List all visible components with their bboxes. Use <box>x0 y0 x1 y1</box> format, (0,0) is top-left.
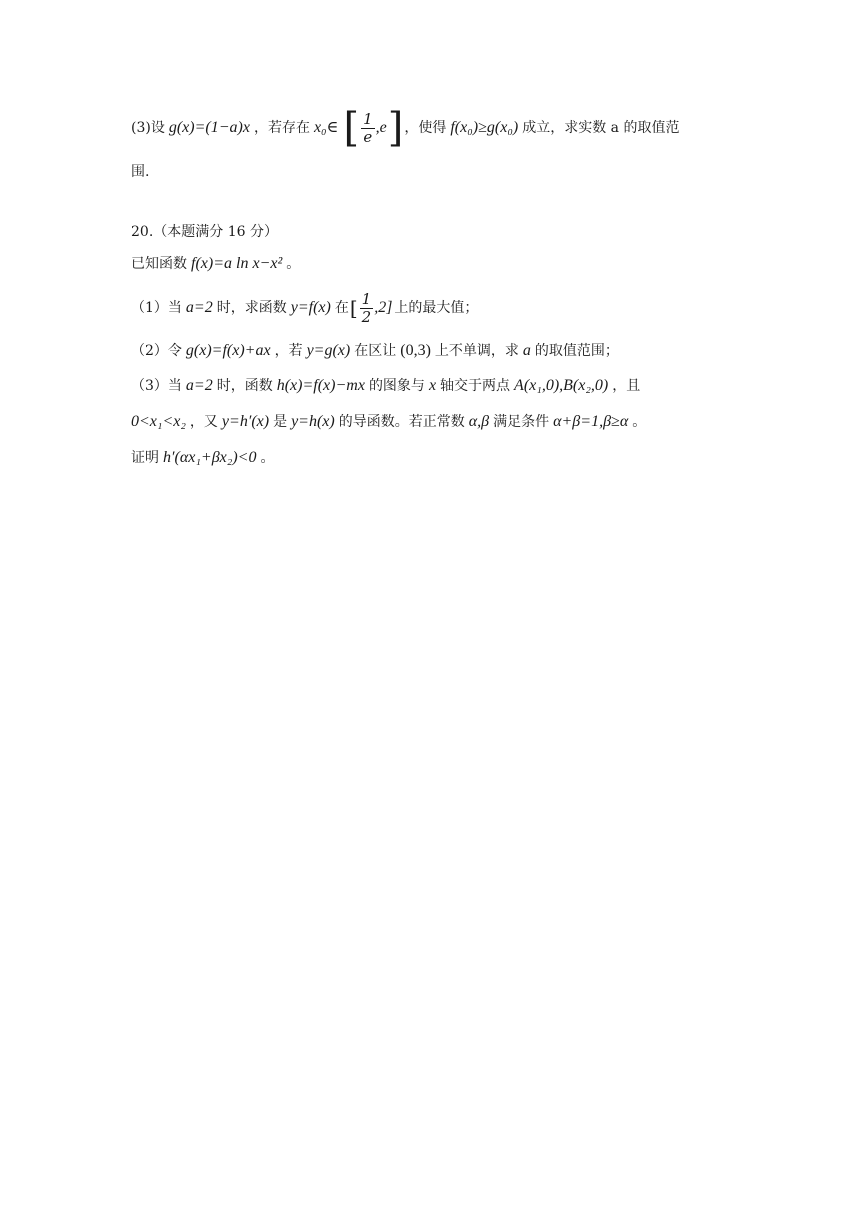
q20-function-def: f(x)=a ln x−x² <box>191 255 283 272</box>
q20-p1-label: （1）当 <box>131 300 182 316</box>
q20-p3-text-fn: 时，函数 <box>216 378 273 394</box>
q20-p2-g-def: g(x)=f(x)+ax <box>185 342 271 359</box>
q20-p3-line2-end: 。 <box>632 414 647 430</box>
q20-p3-x: x <box>428 377 437 394</box>
q20-p1-fraction-half <box>360 291 374 325</box>
q20-heading <box>131 225 278 239</box>
q20-p3-line3-end: 。 <box>260 450 275 466</box>
q20-p3-ordering: 0<x₁<x₂ <box>131 413 186 430</box>
q20-part2 <box>131 343 619 359</box>
q20-p1-interval-end: ,2] <box>374 299 393 316</box>
q20-p1-y-equals: y=f(x) <box>290 299 331 316</box>
right-bracket: ] <box>387 105 404 151</box>
q20-p3-points: A(x₁,0),B(x₂,0) <box>514 377 609 394</box>
q20-part3-line3 <box>131 450 274 466</box>
q19-text-such-that: ，使得 <box>404 120 447 136</box>
q20-p2-text-if: ，若 <box>274 343 303 359</box>
q19-x0-in: x₀∈ <box>313 119 339 136</box>
q19-fraction-1-over-e <box>361 111 375 145</box>
fraction-numerator: 1 <box>363 110 373 128</box>
q20-part3-line2 <box>131 414 646 430</box>
q19-interval-e: ,e <box>375 119 387 136</box>
q20-intro-text: 已知函数 <box>131 256 187 272</box>
q20-p2-text-in: 在区让 <box>354 343 397 359</box>
q20-p3-h-def: h(x)=f(x)−mx <box>276 377 365 394</box>
q20-p3-claim: h′(αx₁+βx₂)<0 <box>163 449 257 466</box>
q20-p3-y-h: y=h(x) <box>291 413 335 430</box>
q19-text-holds: 成立，求实数 a 的取值范 <box>522 120 680 136</box>
left-bracket: [ <box>349 296 358 320</box>
q20-intro <box>131 256 300 272</box>
q20-p3-condition: α+β=1,β≥α <box>553 413 629 430</box>
q20-p3-derivative: y=h′(x) <box>221 413 270 430</box>
fraction-numerator: 1 <box>361 290 372 308</box>
q19-part3-label: (3)设 <box>131 120 165 136</box>
q20-p3-text-graph: 的图象与 <box>368 378 425 394</box>
q20-p2-a: a <box>522 342 531 359</box>
fraction-denominator: e <box>363 127 373 146</box>
q20-p1-text-on: 在 <box>334 300 349 316</box>
q20-p3-text-is: 是 <box>273 414 288 430</box>
q20-p2-text-mono: 上不单调，求 <box>434 343 519 359</box>
q20-p2-tail: 的取值范围； <box>534 343 619 359</box>
q20-part3-line1 <box>131 378 640 394</box>
q20-p3-text-condition: 满足条件 <box>493 414 550 430</box>
q20-p2-interval: (0,3) <box>400 342 431 359</box>
q20-p1-a-equals: a=2 <box>185 299 213 316</box>
q20-part1 <box>131 291 478 325</box>
q20-p2-y-equals: y=g(x) <box>306 342 351 359</box>
q19-inequality: f(x₀)≥g(x₀) <box>450 119 519 136</box>
q20-p3-a-equals: a=2 <box>185 377 213 394</box>
left-bracket: [ <box>343 105 360 151</box>
q19-text-wrap: 围. <box>131 164 150 180</box>
q20-intro-end: 。 <box>286 256 301 272</box>
q20-p3-text-positive: 的导函数。若正常数 <box>338 414 465 430</box>
q19-g-definition: g(x)=(1−a)x <box>168 119 250 136</box>
q20-p1-text: 时，求函数 <box>216 300 287 316</box>
q19-part3-line2 <box>131 165 149 179</box>
fraction-denominator: 2 <box>361 307 372 326</box>
q20-p3-text-also: ，又 <box>189 414 218 430</box>
q20-p3-label: （3）当 <box>131 378 182 394</box>
q19-text-if-exists: ，若存在 <box>253 120 310 136</box>
q20-heading-text: 20.（本题满分 16 分） <box>131 224 278 240</box>
q20-p3-text-axis: 轴交于两点 <box>440 378 511 394</box>
q20-p3-alpha-beta: α,β <box>468 413 490 430</box>
q19-part3-line1 <box>131 105 680 151</box>
q20-p2-label: （2）令 <box>131 343 182 359</box>
q20-p1-tail: 上的最大值； <box>394 300 479 316</box>
q20-p3-text-and: ，且 <box>612 378 641 394</box>
q20-p3-prove: 证明 <box>131 450 159 466</box>
